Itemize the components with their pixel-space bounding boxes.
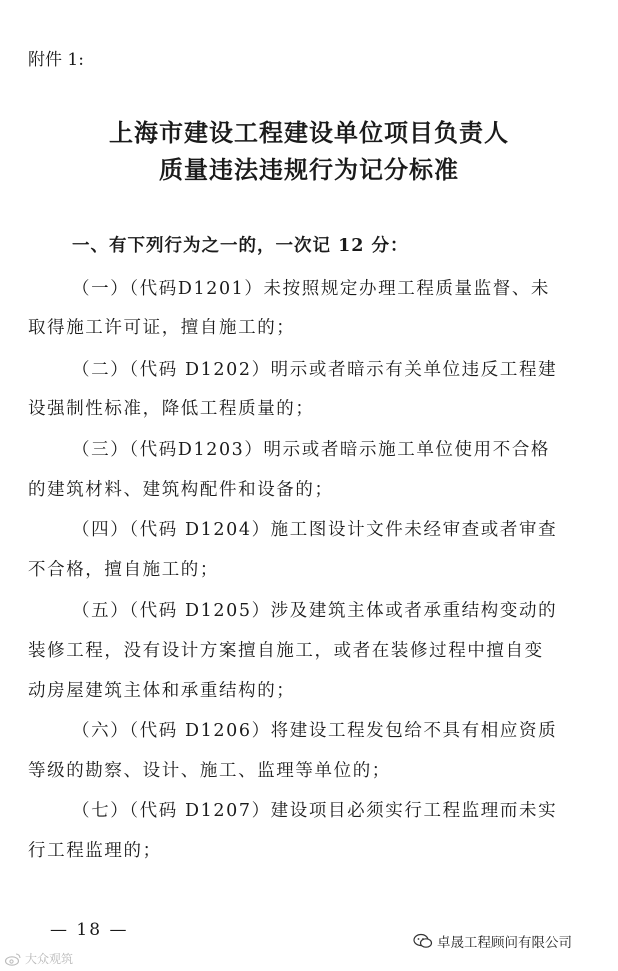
footer-brand bbox=[413, 931, 572, 951]
item-7-line-1: （七）（代码 D1207）建设项目必须实行工程监理而未实 bbox=[72, 801, 558, 821]
item-1-line-1: （一）（代码D1201）未按照规定办理工程质量监督、未 bbox=[72, 279, 551, 299]
page-number: — 18 — bbox=[50, 920, 129, 940]
footer-brand-text: 卓晟工程顾问有限公司 bbox=[437, 935, 572, 951]
item-5-line-3: 动房屋建筑主体和承重结构的； bbox=[28, 681, 296, 701]
item-2-line-1: （二）（代码 D1202）明示或者暗示有关单位违反工程建 bbox=[72, 360, 558, 380]
item-2-line-2: 设强制性标准，降低工程质量的； bbox=[28, 399, 315, 419]
document-title-line-2: 质量违法违规行为记分标准 bbox=[159, 155, 459, 184]
item-4-line-1: （四）（代码 D1204）施工图设计文件未经审查或者审查 bbox=[72, 520, 558, 540]
wechat-icon bbox=[413, 933, 433, 949]
watermark-text: 大众观筑 bbox=[25, 952, 74, 966]
item-6-line-1: （六）（代码 D1206）将建设工程发包给不具有相应资质 bbox=[72, 721, 558, 741]
document-title-line-1: 上海市建设工程建设单位项目负责人 bbox=[109, 118, 509, 147]
item-5-line-1: （五）（代码 D1205）涉及建筑主体或者承重结构变动的 bbox=[72, 601, 558, 621]
item-4-line-2: 不合格，擅自施工的； bbox=[28, 560, 219, 580]
item-1-line-2: 取得施工许可证，擅自施工的； bbox=[28, 318, 296, 338]
weibo-icon bbox=[4, 952, 22, 966]
attachment-label: 附件 1: bbox=[28, 50, 84, 70]
item-3-line-1: （三）（代码D1203）明示或者暗示施工单位使用不合格 bbox=[72, 440, 551, 460]
watermark bbox=[4, 950, 73, 967]
item-5-line-2: 装修工程，没有设计方案擅自施工，或者在装修过程中擅自变 bbox=[28, 641, 544, 661]
section-heading: 一、有下列行为之一的，一次记 12 分： bbox=[72, 236, 409, 256]
item-3-line-2: 的建筑材料、建筑构配件和设备的； bbox=[28, 480, 334, 500]
item-7-line-2: 行工程监理的； bbox=[28, 841, 162, 861]
item-6-line-2: 等级的勘察、设计、施工、监理等单位的； bbox=[28, 761, 391, 781]
